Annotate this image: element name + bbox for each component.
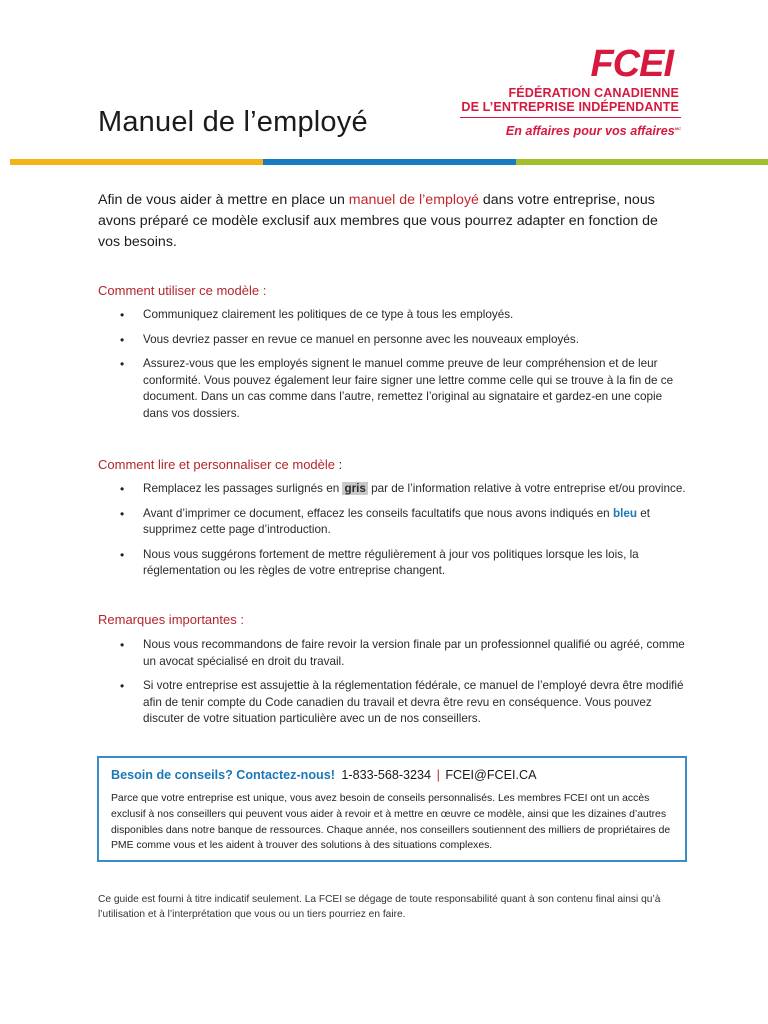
bullet-icon: • bbox=[120, 638, 125, 652]
list-item bbox=[98, 481, 688, 498]
disclaimer: Ce guide est fourni à titre indicatif seulement. La FCEI se dégage de toute responsabilité quant à son contenu final ainsi qu’à l’utilisation et à l’interprétation que vous ou un tiers pourriez en faire. bbox=[98, 894, 661, 921]
list-item-text-end: et supprimez cette page d’introduction. bbox=[143, 506, 650, 537]
contact-body: Parce que votre entreprise est unique, vous avez besoin de conseils personnalisés. Les membres FCEI ont un accès exclusif à nos conseillers qui peuvent vous aider à revoir et à mettre en œuvre ce modèle, ainsi que les dizaines d’autres disponibles dans notre banque de ressources. Chaque année, nos conseillers soutiennent des milliers de propriétaires de PME comme vous et les aident à trouver des solutions à des situations complexes. bbox=[111, 793, 671, 852]
list-item-text: Communiquez clairement les politiques de ce type à tous les employés. bbox=[143, 308, 514, 321]
logo-tagline-text: En affaires pour vos affaires bbox=[505, 124, 675, 139]
intro-text-end: dans votre entreprise, nous avons préparé ce modèle exclusif aux membres que vous pourrez adapter en fonction de vos besoins. bbox=[98, 192, 658, 250]
section-heading-usage: Comment utiliser ce modèle : bbox=[98, 283, 267, 298]
logo-mark: FCEI bbox=[590, 43, 673, 85]
list-item bbox=[98, 332, 688, 349]
bullet-icon: • bbox=[120, 308, 125, 322]
logo-divider bbox=[460, 117, 681, 118]
contact-separator: | bbox=[436, 768, 440, 782]
list-item-text: Si votre entreprise est assujettie à la réglementation fédérale, ce manuel de l’employé devra être modifié afin de tenir compte du Code canadien du travail et devra être revu en conséquence. Vous pouvez discuter de votre situation particulière avec un de nos conseillers. bbox=[143, 679, 684, 726]
customize-list bbox=[98, 481, 688, 588]
color-bar-blue bbox=[263, 159, 516, 165]
page-title: Manuel de l’employé bbox=[98, 106, 368, 138]
list-item-text-end: par de l’information relative à votre entreprise et/ou province. bbox=[367, 482, 686, 495]
section-heading-customize bbox=[98, 457, 342, 472]
list-item bbox=[98, 506, 688, 539]
list-item-text: Nous vous recommandons de faire revoir la version finale par un professionnel qualifié ou agréé, comme un avocat spécialisé en droit du travail. bbox=[143, 638, 685, 668]
list-item bbox=[98, 637, 688, 670]
bullet-icon: • bbox=[120, 547, 125, 562]
bullet-icon: • bbox=[120, 357, 125, 372]
usage-list bbox=[98, 307, 688, 431]
list-item-text: Assurez-vous que les employés signent le manuel comme preuve de leur compréhension et de leur conformité. Vous pouvez également leur faire signer une lettre comme celle qui se trouve à la fin de ce document. Dans un cas comme dans l’autre, remettez l’original au signataire et gardez-en une copie dans vos dossiers. bbox=[143, 357, 674, 420]
intro-paragraph bbox=[98, 190, 678, 253]
contact-header bbox=[111, 767, 674, 783]
blue-highlight-sample: bleu bbox=[612, 506, 637, 520]
header-color-bar bbox=[10, 159, 768, 165]
intro-text-start: Afin de vous aider à mettre en place un bbox=[98, 192, 349, 208]
logo-tm: MC bbox=[674, 126, 681, 131]
bullet-icon: • bbox=[120, 482, 125, 496]
contact-question: Besoin de conseils? Contactez-nous! bbox=[111, 768, 335, 782]
contact-info-box bbox=[97, 756, 687, 862]
contact-email[interactable]: FCEI@FCEI.CA bbox=[445, 768, 537, 782]
logo-tagline bbox=[506, 121, 681, 139]
list-item bbox=[98, 547, 688, 580]
gray-highlight-sample: gris bbox=[344, 482, 366, 495]
list-item-text: Nous vous suggérons fortement de mettre régulièrement à jour vos politiques lorsque les lois, la réglementation ou les règles de votre entreprise changent. bbox=[143, 547, 639, 578]
bullet-icon: • bbox=[120, 679, 125, 694]
list-item-text: Avant d’imprimer ce document, effacez les conseils facultatifs que nous avons indiqués en bbox=[143, 506, 613, 520]
list-item bbox=[98, 356, 688, 422]
list-item-text: Remplacez les passages surlignés en bbox=[143, 482, 343, 495]
section-heading-colon: : bbox=[335, 457, 343, 472]
intro-highlight: manuel de l’employé bbox=[348, 192, 479, 208]
logo-line-1: FÉDÉRATION CANADIENNE bbox=[508, 86, 679, 100]
section-heading-text: Comment lire et personnaliser ce modèle bbox=[98, 457, 335, 472]
notes-list bbox=[98, 637, 688, 736]
section-heading-notes: Remarques importantes : bbox=[98, 612, 244, 627]
list-item bbox=[98, 307, 688, 324]
bullet-icon: • bbox=[120, 332, 125, 347]
logo-line-2: DE L’ENTREPRISE INDÉPENDANTE bbox=[461, 100, 679, 114]
bullet-icon: • bbox=[120, 506, 125, 521]
fcei-logo bbox=[455, 40, 687, 140]
list-item bbox=[98, 678, 688, 728]
list-item-text: Vous devriez passer en revue ce manuel en personne avec les nouveaux employés. bbox=[143, 332, 579, 346]
contact-phone[interactable]: 1-833-568-3234 bbox=[341, 768, 432, 782]
color-bar-green bbox=[516, 159, 768, 165]
color-bar-yellow bbox=[10, 159, 263, 165]
